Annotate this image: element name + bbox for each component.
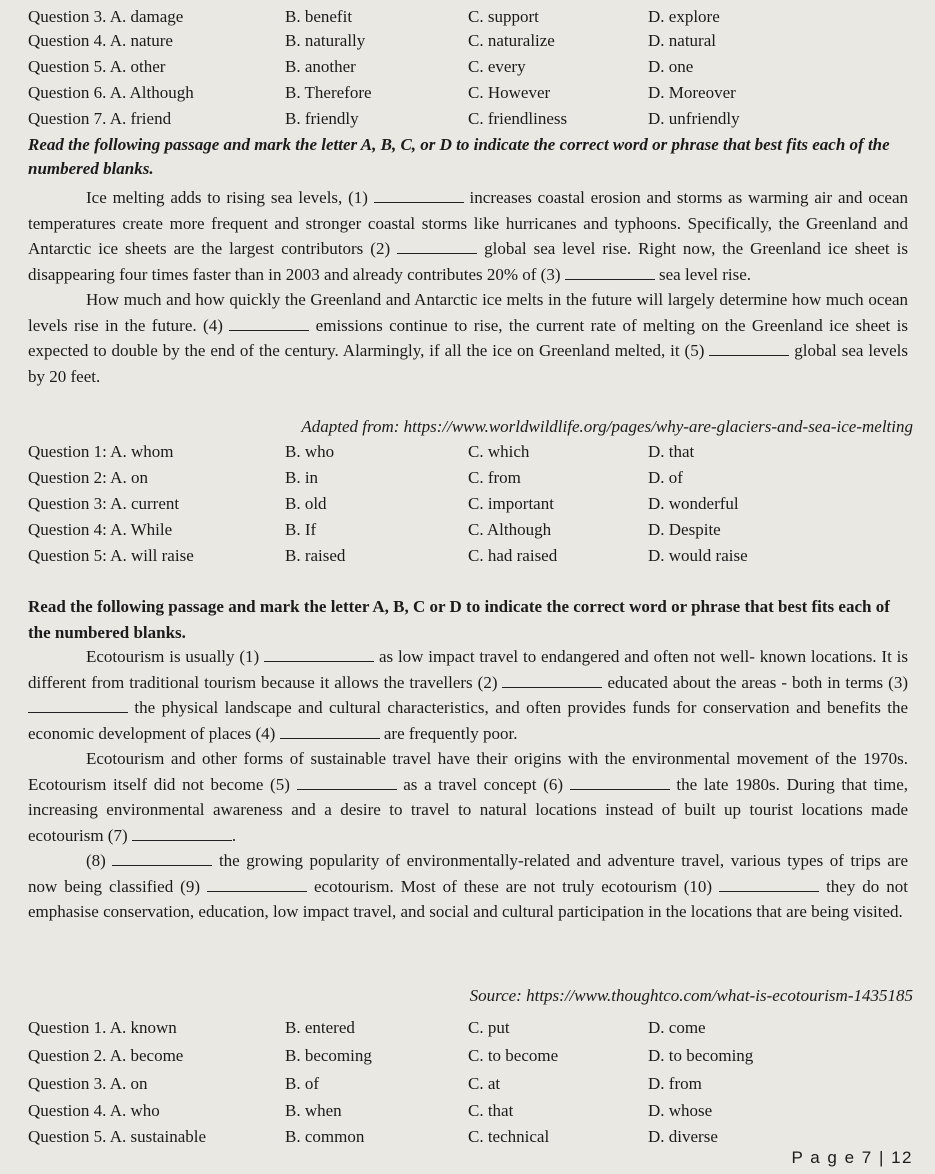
option-c: C. every [468, 57, 526, 76]
option-a: Question 2: A. on [28, 468, 148, 487]
option-b: B. when [285, 1101, 342, 1120]
option-d: D. of [648, 468, 683, 487]
passage-paragraph [28, 287, 908, 389]
option-c: C. support [468, 7, 539, 26]
option-d: D. diverse [648, 1127, 718, 1146]
answer-blank [570, 788, 670, 790]
answer-blank [207, 890, 307, 892]
passage-text: the physical landscape and cultural characteristics, and often provides funds for conservation and benefits the economic development of places (4) [28, 698, 909, 743]
option-d: D. explore [648, 7, 720, 26]
option-b: B. of [285, 1074, 319, 1093]
passage-paragraph [28, 644, 908, 746]
answer-blank [502, 686, 602, 688]
option-b: B. common [285, 1127, 365, 1146]
option-d: D. one [648, 57, 694, 76]
passage-paragraph [28, 746, 908, 848]
option-b: B. becoming [285, 1046, 372, 1065]
option-d: D. that [648, 442, 695, 461]
option-a: Question 5: A. will raise [28, 546, 194, 565]
answer-blank [112, 864, 212, 866]
option-a: Question 4: A. While [28, 520, 173, 539]
option-b: B. benefit [285, 7, 353, 26]
option-a: Question 2. A. become [28, 1046, 184, 1065]
option-d: D. wonderful [648, 494, 739, 513]
option-c: C. Although [468, 520, 552, 539]
option-a: Question 5. A. sustainable [28, 1127, 207, 1146]
answer-blank [709, 354, 789, 356]
option-b: B. friendly [285, 109, 359, 128]
option-b: B. old [285, 494, 327, 513]
passage-text: they do not emphasise conservation, education, low impact travel, and social and cultural participation in the locations that are being visited. [28, 876, 909, 921]
option-d: D. come [648, 1018, 706, 1037]
option-c: C. that [468, 1101, 514, 1120]
answer-blank [28, 711, 128, 713]
passage-text: How much and how quickly the Greenland and Antarctic ice melts in the future will largely determine how much ocean levels rise in the future. (4) [28, 290, 908, 335]
option-d: D. to becoming [648, 1046, 754, 1065]
answer-blank [719, 890, 819, 892]
passage-text: sea level rise. [659, 264, 752, 284]
option-a: Question 3: A. current [28, 494, 180, 513]
option-d: D. unfriendly [648, 109, 740, 128]
option-c: C. friendliness [468, 109, 568, 128]
passage-text: Ice melting adds to rising sea levels, (1) [86, 188, 368, 207]
answer-blank [297, 788, 397, 790]
option-c: C. which [468, 442, 530, 461]
answer-blank [565, 278, 655, 280]
option-c: C. put [468, 1018, 510, 1037]
option-b: B. in [285, 468, 319, 487]
passage-text: (8) [86, 851, 106, 870]
option-a: Question 1: A. whom [28, 442, 174, 461]
passage-text: Ecotourism and other forms of sustainable travel have their origins with the environmental movement of the 1970s. Ecotourism itself did not become (5) [28, 749, 908, 794]
section1-instruction: Read the following passage and mark the letter A, B, C, or D to indicate the correct word or phrase that best fits each of the numbered blanks. [28, 135, 890, 178]
option-b: B. who [285, 442, 335, 461]
section2-source: Source: https://www.thoughtco.com/what-is-ecotourism-1435185 [469, 986, 913, 1005]
option-d: D. natural [648, 31, 716, 50]
passage-text: . [231, 825, 237, 845]
option-c: C. from [468, 468, 521, 487]
answer-blank [132, 839, 232, 841]
option-d: D. whose [648, 1101, 713, 1120]
option-d: D. would raise [648, 546, 748, 565]
passage-text: are frequently poor. [383, 723, 518, 743]
passage-text: the growing popularity of environmentally-related and adventure travel, various types of trips are now being classified (9) [28, 851, 909, 896]
option-b: B. Therefore [285, 83, 372, 102]
option-b: B. naturally [285, 31, 366, 50]
option-c: C. had raised [468, 546, 558, 565]
section1-source: Adapted from: https://www.worldwildlife.org/pages/why-are-glaciers-and-sea-ice-melting [301, 417, 913, 436]
answer-blank [397, 252, 477, 254]
passage-paragraph [28, 848, 908, 925]
section1-passage [28, 185, 908, 389]
option-c: C. at [468, 1074, 501, 1093]
passage-text: as low impact travel to endangered and often not well- known locations. It is different from traditional tourism because it allows the travellers (2) [28, 647, 908, 692]
answer-blank [229, 329, 309, 331]
option-a: Question 3. A. damage [28, 7, 184, 26]
option-a: Question 4. A. nature [28, 31, 173, 50]
option-c: C. technical [468, 1127, 550, 1146]
answer-blank [280, 737, 380, 739]
passage-paragraph [28, 185, 908, 287]
option-a: Question 3. A. on [28, 1074, 148, 1093]
option-d: D. from [648, 1074, 702, 1093]
option-d: D. Despite [648, 520, 721, 539]
passage-text: as a travel concept (6) [403, 774, 564, 794]
option-a: Question 6. A. Although [28, 83, 194, 102]
passage-text: Ecotourism is usually (1) [86, 647, 260, 666]
passage-text: ecotourism. Most of these are not truly ecotourism (10) [313, 876, 713, 896]
answer-blank [264, 660, 374, 662]
option-c: C. important [468, 494, 554, 513]
passage-text: global sea levels by 20 feet. [28, 341, 909, 386]
section2-passage [28, 644, 908, 925]
option-b: B. entered [285, 1018, 355, 1037]
option-b: B. raised [285, 546, 346, 565]
option-a: Question 5. A. other [28, 57, 166, 76]
option-c: C. naturalize [468, 31, 555, 50]
page-number: P a g e 7 | 12 [791, 1148, 913, 1167]
option-c: C. However [468, 83, 551, 102]
option-b: B. If [285, 520, 317, 539]
passage-text: global sea level rise. Right now, the Greenland ice sheet is disappearing four times faster than in 2003 and already contributes 20% of (3) [28, 239, 908, 284]
passage-text: the late 1980s. During that time, increasing environmental awareness and a desire to travel to natural locations instead of built up tourist locations made ecotourism (7) [28, 774, 909, 845]
section2-instruction: Read the following passage and mark the letter A, B, C or D to indicate the correct word or phrase that best fits each of the numbered blanks. [28, 597, 890, 642]
option-c: C. to become [468, 1046, 559, 1065]
passage-text: educated about the areas - both in terms (3) [607, 672, 908, 692]
answer-blank [374, 201, 464, 203]
option-d: D. Moreover [648, 83, 736, 102]
option-b: B. another [285, 57, 356, 76]
option-a: Question 7. A. friend [28, 109, 172, 128]
passage-text: emissions continue to rise, the current rate of melting on the Greenland ice sheet is expected to double by the end of the century. Alarmingly, if all the ice on Greenland melted, it (5) [28, 315, 909, 360]
option-a: Question 1. A. known [28, 1018, 177, 1037]
passage-text: increases coastal erosion and storms as warming air and ocean temperatures create more frequent and stronger coastal storms like hurricanes and typhoons. Specifically, the Greenland and Antarctic ice sheets are the largest contributors (2) [28, 188, 908, 258]
option-a: Question 4. A. who [28, 1101, 160, 1120]
